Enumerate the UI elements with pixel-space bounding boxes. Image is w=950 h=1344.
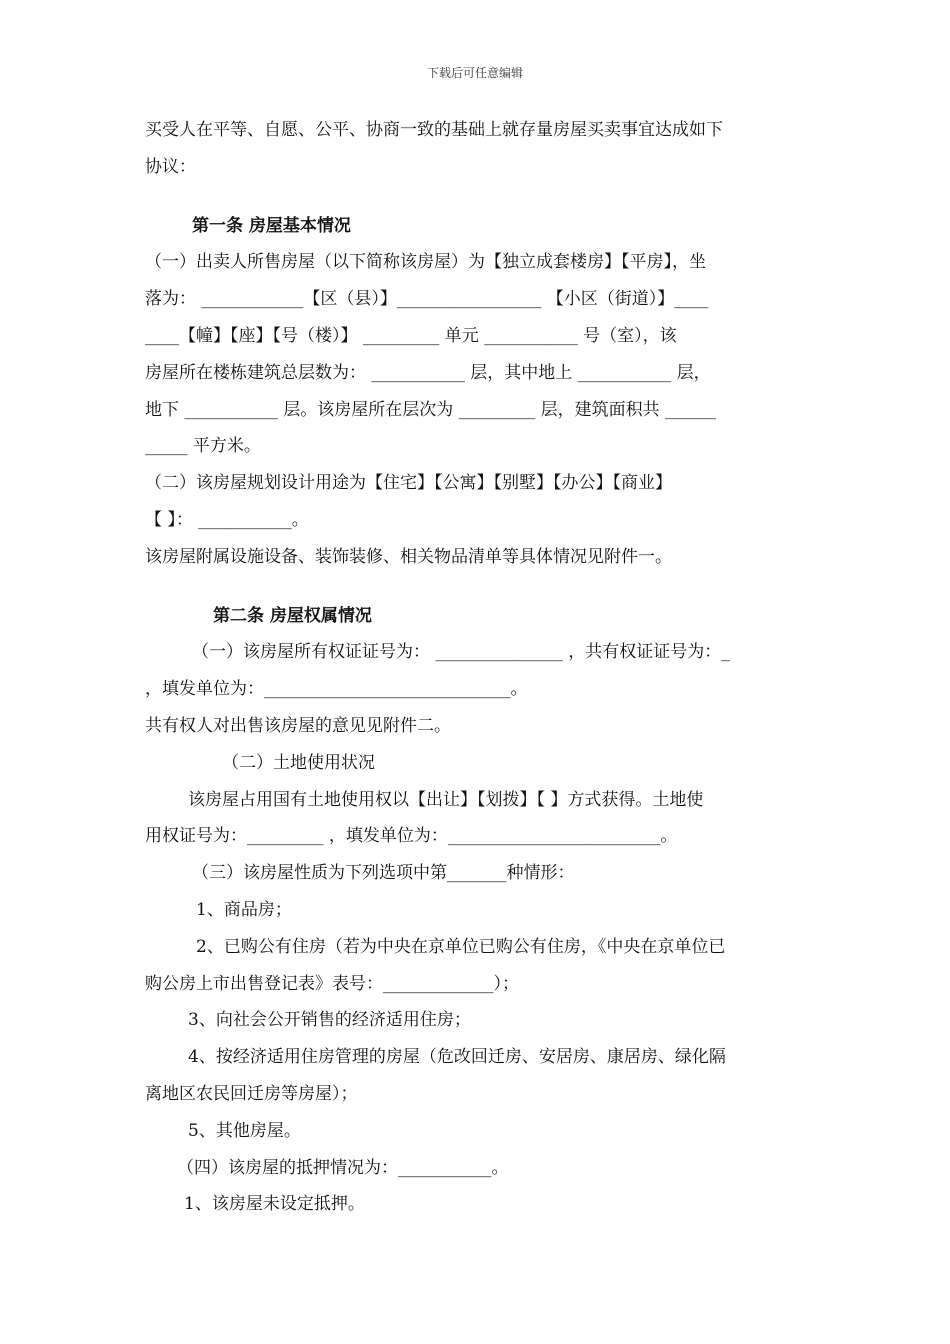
text-line: _____ 平方米。 <box>145 436 261 457</box>
text-line: （四）该房屋的抵押情况为：___________。 <box>177 1157 509 1178</box>
text-line: （三）该房屋性质为下列选项中第_______种情形： <box>192 863 575 884</box>
text-line: ，填发单位为：_____________________________。 <box>145 679 528 700</box>
page-header-note: 下载后可任意编辑 <box>426 66 523 80</box>
text-line: 【 】： ___________。 <box>145 509 309 530</box>
text-line: 该房屋占用国有土地使用权以【出让】【划拨】【 】方式获得。土地使 <box>188 789 704 810</box>
text-line: 3、向社会公开销售的经济适用住房； <box>188 1010 471 1031</box>
paragraph-gap <box>145 186 807 208</box>
text-line: （二）该房屋规划设计用途为【住宅】【公寓】【别墅】【办公】【商业】 <box>145 473 672 494</box>
text-line: ____【幢】【座】【号（楼）】 _________ 单元 ___________ 号（室），该 <box>145 325 677 346</box>
text-line: （一）该房屋所有权证证号为： _______________ ，共有权证证号为：_ <box>192 642 730 663</box>
text-line: 协议： <box>145 156 196 177</box>
text-line: 地下 ___________ 层。该房屋所在层次为 _________ 层，建筑面积共 ______ <box>145 399 717 420</box>
document-body <box>145 112 807 1223</box>
text-line: 该房屋附属设施设备、装饰装修、相关物品清单等具体情况见附件一。 <box>145 546 672 567</box>
text-line: 1、商品房； <box>196 899 292 920</box>
text-line: 2、已购公有住房（若为中央在京单位已购公有住房，《中央在京单位已 <box>196 936 726 957</box>
text-line: 4、按经济适用住房管理的房屋（危改回迁房、安居房、康居房、绿化隔 <box>188 1047 726 1068</box>
text-line: 用权证号为：_________ ，填发单位为：_________________________。 <box>145 826 678 847</box>
text-line: 买受人在平等、自愿、公平、协商一致的基础上就存量房屋买卖事宜达成如下 <box>145 120 723 140</box>
paragraph-gap <box>145 576 807 598</box>
text-line: 购公房上市出售登记表》表号：_____________）； <box>145 973 519 994</box>
text-line: 离地区农民回迁房等房屋）； <box>145 1083 358 1104</box>
text-line: 1、该房屋未设定抵押。 <box>184 1194 365 1215</box>
section-heading: 第二条 房屋权属情况 <box>213 605 372 626</box>
text-line: （二）土地使用状况 <box>222 752 375 773</box>
text-line: （一）出卖人所售房屋（以下简称该房屋）为【独立成套楼房】【平房】，坐 <box>145 252 706 273</box>
text-line: 落为： ____________【区（县）】_________________ 【小区（街道）】____ <box>145 289 709 310</box>
text-line: 共有权人对出售该房屋的意见见附件二。 <box>145 715 451 736</box>
text-line: 5、其他房屋。 <box>188 1120 301 1141</box>
text-line: 房屋所在楼栋建筑总层数为： ___________ 层，其中地上 ___________ 层， <box>145 362 711 383</box>
section-heading: 第一条 房屋基本情况 <box>192 215 351 236</box>
